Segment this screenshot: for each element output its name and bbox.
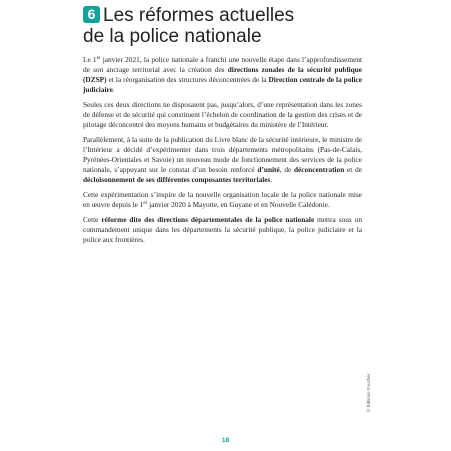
paragraph-5-bold: réforme dite des directions départementales de la police nationale xyxy=(101,215,315,224)
copyright-notice: © Éditions Foucher xyxy=(366,373,371,412)
paragraph-3-text: , de xyxy=(279,165,294,174)
chapter-title-line-2: de la police nationale xyxy=(83,26,262,47)
paragraph-1-text: . xyxy=(112,85,115,94)
paragraph-3-text: . xyxy=(270,175,273,184)
paragraph-3 xyxy=(83,135,362,185)
chapter-title xyxy=(83,5,403,47)
paragraph-3-bold: déconcentration xyxy=(294,165,345,174)
paragraph-4 xyxy=(83,190,362,210)
paragraph-5 xyxy=(83,215,362,245)
paragraph-3-bold: d’unité xyxy=(257,165,280,174)
paragraph-1-text: janvier 2021, la police nationale a franchi une nouvelle étape dans l’approfondissement de son ancrage territorial avec la création des xyxy=(83,55,363,74)
paragraph-4-text: Cette expérimentation s’inspire de la nouvelle organisation locale de la police nationale mise en œuvre depuis le 1 xyxy=(83,190,362,209)
paragraph-3-text: Parallèlement, à la suite de la publication du Livre blanc de la sécurité intérieure, le ministre de l’Intérieur a décidé d’expérimenter dans trois départements métropolitains (Pas-de-Calais, Pyrénées-Orientales et Savoie) un nouveau mode de fonctionnement des services de la police nationale, s’appuyant sur le constat d’un besoin renforcé xyxy=(83,135,362,174)
ordinal-superscript: er xyxy=(96,56,101,61)
paragraph-1-text: Le 1 xyxy=(83,55,97,64)
paragraph-2: Seules ces deux directions ne disposaient pas, jusqu’alors, d’une représentation dans les zones de défense et de sécurité qui constituent l’échelon de coordination de la gestion des crises et de pilotage déconcentré des moyens humains et budgétaires du ministère de l’Intérieur. xyxy=(83,100,362,129)
paragraph-1-text: et la réorganisation des structures déconcentrées de la xyxy=(106,75,269,84)
paragraph-3-bold: décloisonnement de ses différentes composantes territoriales xyxy=(83,175,271,184)
paragraph-1-bold: directions zonales de la sécurité publique (DZSP) xyxy=(83,65,362,84)
paragraph-5-text: mettra sous un commandement unique dans les départements la sécurité publique, la police judiciaire et la police aux frontières. xyxy=(83,215,362,244)
body-text xyxy=(83,55,362,250)
page-number: 18 xyxy=(221,437,230,444)
paragraph-1 xyxy=(83,55,362,95)
paragraph-3-text: et de xyxy=(344,165,362,174)
paragraph-4-text: janvier 2020 à Mayotte, en Guyane et en Nouvelle Calédonie. xyxy=(147,200,330,209)
paragraph-1-bold: Direction centrale de la police judiciaire xyxy=(83,75,362,94)
paragraph-5-text: Cette xyxy=(83,215,102,224)
chapter-number-badge: 6 xyxy=(83,6,100,23)
ordinal-superscript: er xyxy=(143,201,148,206)
chapter-title-line-1: Les réformes actuelles xyxy=(103,5,295,26)
